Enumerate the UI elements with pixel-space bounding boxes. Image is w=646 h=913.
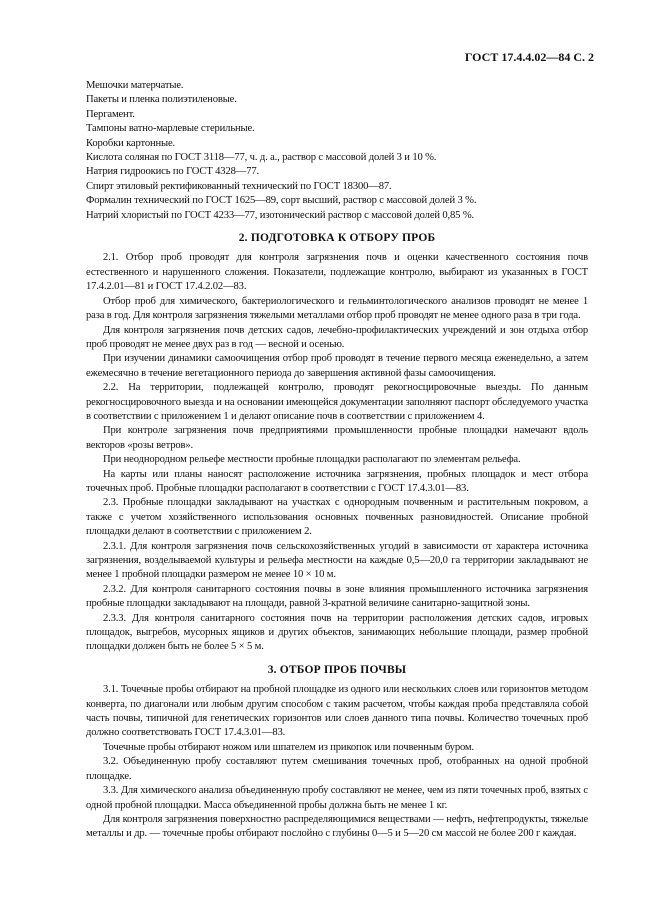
list-item: Пакеты и пленка полиэтиленовые. (86, 94, 237, 106)
paragraph: 3.1. Точечные пробы отбирают на пробной площадке из одного или нескольких слоев или горизонтов методом конверта, по диагонали или любым другим способом с таким расчетом, чтобы каждая проба представляла собой часть почвы, типичной для генетических горизонтов или слоев данного типа почвы. Количество точечных проб должно соответствовать ГОСТ 17.4.3.01—83. (86, 684, 588, 739)
section-3-heading: 3. ОТБОР ПРОБ ПОЧВЫ (267, 663, 407, 676)
paragraph: На карты или планы наносят расположение источника загрязнения, пробных площадок и мест отбора точечных проб. Пробные площадки располагают в соответствии с ГОСТ 17.4.3.01—83. (86, 468, 588, 494)
paragraph: При изучении динамики самоочищения отбор проб проводят в течение первого месяца еженедельно, а затем ежемесячно в течение вегетационного периода до завершения активной фазы самоочищения. (86, 353, 588, 379)
list-item: Кислота соляная по ГОСТ 3118—77, ч. д. а., раствор с массовой долей 3 и 10 %. (86, 152, 437, 164)
list-item: Тампоны ватно-марлевые стерильные. (86, 123, 255, 135)
section-2-heading: 2. ПОДГОТОВКА К ОТБОРУ ПРОБ (238, 232, 436, 245)
paragraph: 3.2. Объединенную пробу составляют путем смешивания точечных проб, отобранных на одной пробной площадке. (86, 756, 588, 782)
paragraph: 2.3.1. Для контроля загрязнения почв сельскохозяйственных угодий в зависимости от характера источника загрязнения, возделываемой культуры и рельефа местности на каждые 0,5—20,0 га территории закладывают не менее 1 пробной площадки размером не менее 10 × 10 м. (86, 540, 588, 581)
page-header: ГОСТ 17.4.4.02—84 С. 2 (464, 50, 594, 64)
paragraph: 2.3. Пробные площадки закладывают на участках с однородным почвенным и растительным покровом, а также с учетом хозяйственного использования основных почвенных разновидностей. Описание пробной площадки делают в соответствии с приложением 2. (86, 497, 588, 538)
list-item: Спирт этиловый ректификованный технический по ГОСТ 18300—87. (86, 180, 392, 192)
paragraph: 2.3.3. Для контроля санитарного состояния почв на территории расположения детских садов, игровых площадок, выгребов, мусорных ящиков и других объектов, занимающих небольшие площади, размер пробной площадки должен быть не более 5 × 5 м. (86, 612, 588, 653)
paragraph: При неоднородном рельефе местности пробные площадки располагают по элементам рельефа. (103, 454, 521, 466)
list-item: Формалин технический по ГОСТ 1625—89, сорт высший, раствор с массовой долей 3 %. (86, 195, 477, 207)
list-item: Пергамент. (86, 108, 135, 120)
paragraph: При контроле загрязнения почв предприятиями промышленности пробные площадки намечают вдоль векторов «розы ветров». (86, 425, 588, 451)
paragraph: Для контроля загрязнения поверхностно распределяющимися веществами — нефть, нефтепродукты, тяжелые металлы и др. — точечные пробы отбирают послойно с глубины 0—5 и 5—20 см массой не более 200 г каждая. (86, 813, 588, 840)
paragraph: Отбор проб для химического, бактериологического и гельминтологического анализов проводят не менее 1 раза в год. Для контроля загрязнения тяжелыми металлами отбор проб проводят не менее одного раза в три года. (86, 295, 588, 322)
list-item: Натрий хлористый по ГОСТ 4233—77, изотонический раствор с массовой долей 0,85 %. (86, 209, 474, 221)
paragraph: Точечные пробы отбирают ножом или шпателем из прикопок или почвенным буром. (103, 741, 474, 753)
section-2-body (86, 251, 588, 654)
paragraph: 2.3.2. Для контроля санитарного состояния почвы в зоне влияния промышленного источника загрязнения пробные площадки закладывают на площади, равной 3-кратной величине санитарно-защитной зоны. (86, 583, 588, 610)
materials-list (86, 79, 588, 223)
list-item: Коробки картонные. (86, 137, 176, 149)
list-item: Мешочки матерчатые. (86, 80, 184, 91)
paragraph: 2.2. На территории, подлежащей контролю, проводят рекогносцировочные выезды. По данным рекогносцировочного выезда и на основании имеющейся документации заполняют паспорт обследуемого участка в соответствии с приложением 1 и делают описание почв в соответствии с приложением 4. (86, 382, 588, 422)
paragraph: 3.3. Для химического анализа объединенную пробу составляют не менее, чем из пяти точечных проб, взятых с одной пробной площадки. Масса объединенной пробы должна быть не менее 1 кг. (86, 785, 588, 811)
paragraph: 2.1. Отбор проб проводят для контроля загрязнения почв и оценки качественного состояния почв естественного и нарушенного сложения. Показатели, подлежащие контролю, выбирают из указанных в ГОСТ 17.4.2.01—81 и ГОСТ 17.4.2.02—83. (86, 252, 588, 293)
section-3-body (86, 683, 588, 841)
paragraph: Для контроля загрязнения почв детских садов, лечебно-профилактических учреждений и зон отдыха отбор проб проводят не менее двух раз в год — весной и осенью. (86, 324, 588, 350)
page-content (86, 79, 588, 842)
list-item: Натрия гидроокись по ГОСТ 4328—77. (86, 166, 259, 178)
